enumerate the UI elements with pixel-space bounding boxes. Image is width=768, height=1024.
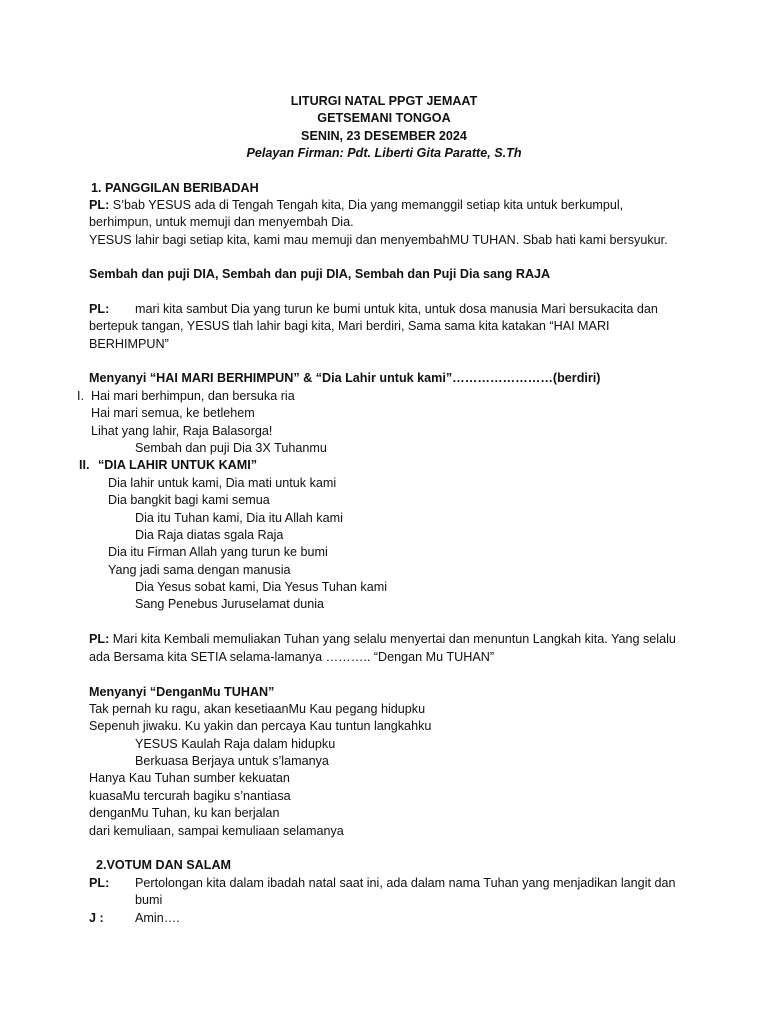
section-2-heading: 2.VOTUM DAN SALAM	[96, 858, 232, 872]
sembah-line: Sembah dan puji DIA, Sembah dan puji DIA, Sembah dan Puji Dia sang RAJA	[89, 267, 551, 281]
j-label: J :	[89, 911, 104, 925]
paragraph-line: bumi	[135, 893, 163, 907]
song-line: Hai mari berhimpun, dan bersuka ria	[91, 389, 295, 403]
preacher-line: Pelayan Firman: Pdt. Liberti Gita Paratte, S.Th	[246, 146, 522, 160]
song-line: Dia Yesus sobat kami, Dia Yesus Tuhan kami	[135, 580, 388, 594]
song-line: Sepenuh jiwaku. Ku yakin dan percaya Kau tuntun langkahku	[89, 719, 432, 733]
song-line: YESUS Kaulah Raja dalam hidupku	[135, 737, 336, 751]
song-line: Dia itu Firman Allah yang turun ke bumi	[108, 545, 328, 559]
song-line: Lihat yang lahir, Raja Balasorga!	[91, 424, 273, 438]
paragraph-line: ada Bersama kita SETIA selama-lamanya ……….. “Dengan Mu TUHAN”	[89, 650, 495, 664]
date-line: SENIN, 23 DESEMBER 2024	[301, 129, 467, 143]
pl-label: PL:	[89, 876, 110, 890]
pl-text: S’bab YESUS ada di Tengah Tengah kita, Dia yang memanggil setiap kita untuk berkumpul,	[109, 198, 624, 212]
title-line-2: GETSEMANI TONGOA	[317, 111, 451, 125]
paragraph-line: Pertolongan kita dalam ibadah natal saat ini, ada dalam nama Tuhan yang menjadikan langit dan	[135, 876, 676, 890]
sing-instruction-2: Menyanyi “DenganMu TUHAN”	[89, 685, 275, 699]
sing-instruction-1: Menyanyi “HAI MARI BERHIMPUN” & “Dia Lahir untuk kami”……………………(berdiri)	[89, 371, 601, 385]
song-line: Sang Penebus Juruselamat dunia	[135, 597, 325, 611]
song-line: Yang jadi sama dengan manusia	[108, 563, 291, 577]
song-line: Hanya Kau Tuhan sumber kekuatan	[89, 771, 290, 785]
song-line: kuasaMu tercurah bagiku s’nantiasa	[89, 789, 291, 803]
pl-paragraph-1	[89, 197, 623, 214]
paragraph-line: YESUS lahir bagi setiap kita, kami mau memuji dan menyembahMU TUHAN. Sbab hati kami bersyukur.	[89, 233, 668, 247]
section-1-heading: 1. PANGGILAN BERIBADAH	[91, 181, 259, 195]
song-number: II.	[79, 458, 90, 472]
song-line: Berkuasa Berjaya untuk s’lamanya	[135, 754, 329, 768]
song-line: dari kemuliaan, sampai kemuliaan selamanya	[89, 824, 344, 838]
pl-paragraph-3	[89, 631, 676, 648]
paragraph-line: bertepuk tangan, YESUS tlah lahir bagi kita, Mari berdiri, Sama sama kita katakan “HAI MARI	[89, 319, 610, 333]
pl-text: Mari kita Kembali memuliakan Tuhan yang selalu menyertai dan menuntun Langkah kita. Yang selalu	[109, 632, 676, 646]
song-line: Tak pernah ku ragu, akan kesetiaanMu Kau pegang hidupku	[89, 702, 426, 716]
response-text: Amin….	[135, 911, 180, 925]
song-line: Dia Raja diatas sgala Raja	[135, 528, 284, 542]
song-line: denganMu Tuhan, ku kan berjalan	[89, 806, 280, 820]
paragraph-line: mari kita sambut Dia yang turun ke bumi untuk kita, untuk dosa manusia Mari bersukacita dan	[135, 302, 658, 316]
paragraph-line: berhimpun, untuk memuji dan menyembah Dia.	[89, 215, 354, 229]
song-line: Dia bangkit bagi kami semua	[108, 493, 270, 507]
song-line: Dia itu Tuhan kami, Dia itu Allah kami	[135, 511, 343, 525]
paragraph-line: BERHIMPUN”	[89, 337, 169, 351]
pl-label: PL:	[89, 198, 110, 212]
song-title: “DIA LAHIR UNTUK KAMI”	[98, 458, 258, 472]
title-line-1: LITURGI NATAL PPGT JEMAAT	[290, 94, 478, 108]
pl-label: PL:	[89, 632, 110, 646]
pl-label: PL:	[89, 302, 110, 316]
song-number: I.	[77, 389, 84, 403]
song-line: Dia lahir untuk kami, Dia mati untuk kami	[108, 476, 337, 490]
song-line: Sembah dan puji Dia 3X Tuhanmu	[135, 441, 327, 455]
song-line: Hai mari semua, ke betlehem	[91, 406, 255, 420]
